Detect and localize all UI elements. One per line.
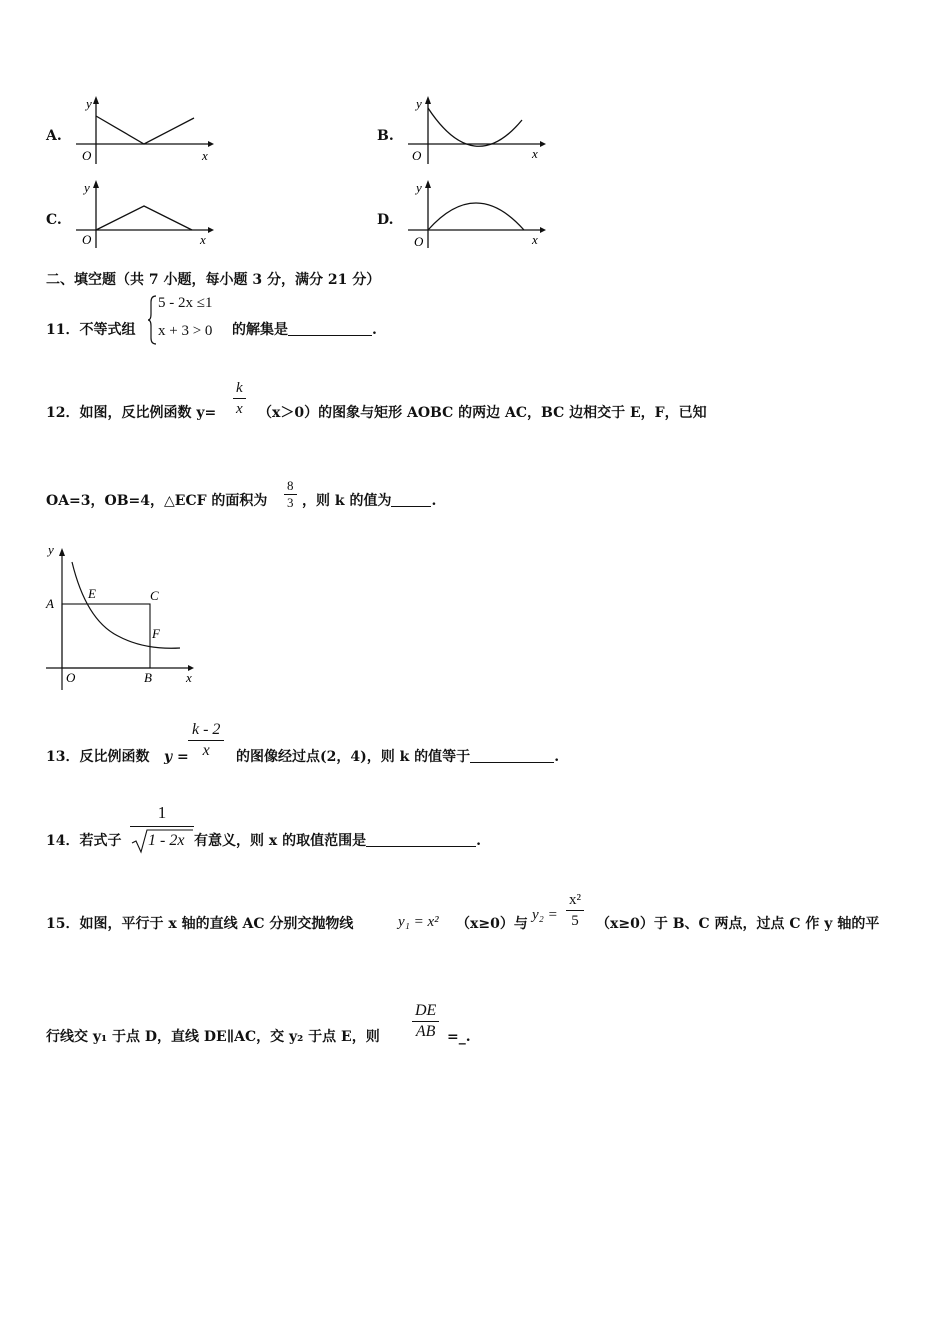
- fig-y-label: y: [48, 542, 54, 557]
- option-b-graph: [404, 94, 546, 170]
- origin-label: O: [82, 148, 92, 163]
- fig-e-label: E: [88, 586, 96, 601]
- q15-y1: y₁ = x²: [398, 914, 439, 930]
- x-axis-label: x: [200, 232, 206, 247]
- q11-brace: [147, 294, 157, 350]
- fig-c-label: C: [150, 588, 159, 603]
- q15-cond1: （x≥0）与: [456, 916, 528, 932]
- q13-text: [236, 748, 559, 766]
- q14-text: [194, 832, 481, 850]
- q11-inequality-1: 5 - 2x ≤1: [158, 295, 213, 311]
- q13-suffix: 的图像经过点(2，4)，则 k 的值等于: [236, 749, 471, 765]
- y-axis-label: y: [416, 96, 422, 111]
- q14-prefix: 14．若式子: [46, 833, 122, 849]
- fig-b-label: B: [144, 670, 152, 685]
- option-b-label: B.: [377, 128, 394, 144]
- q14-radicand: 1 - 2x: [148, 832, 185, 849]
- q15-line2-suffix: =_.: [447, 1029, 471, 1045]
- q13-blank: [470, 748, 554, 763]
- q11-number: 11．不等式组: [46, 322, 136, 338]
- q12-line2-prefix: OA=3，OB=4，△ECF 的面积为: [46, 493, 268, 509]
- q15-ratio-num: DE: [415, 1002, 437, 1019]
- q15-y2: y₂ =: [532, 907, 558, 923]
- option-a-label: A.: [46, 128, 62, 144]
- option-a-graph: [72, 94, 214, 170]
- q15-cond2: （x≥0）于 B、C 两点，过点 C 作 y 轴的平: [596, 916, 880, 932]
- q13-end: .: [554, 749, 560, 765]
- origin-label: O: [414, 234, 424, 249]
- x-axis-label: x: [532, 146, 538, 161]
- q15-y2-den: 5: [566, 910, 584, 931]
- q12-frac-num: k: [236, 380, 243, 396]
- q12-blank: [391, 492, 431, 507]
- x-axis-label: x: [532, 232, 538, 247]
- fig-o-label: O: [66, 670, 76, 685]
- q12-end: .: [431, 493, 437, 509]
- y-axis-label: y: [84, 180, 90, 195]
- q14-suffix: 有意义，则 x 的取值范围是: [194, 833, 367, 849]
- q15-y2-fraction: [566, 890, 584, 931]
- q12-area-num: 8: [287, 478, 294, 493]
- q13-fraction: [188, 720, 224, 761]
- q11-text: [232, 321, 377, 339]
- y-axis-label: y: [416, 180, 422, 195]
- q11-blank: [288, 321, 372, 336]
- section-title: 二、填空题（共 7 小题，每小题 3 分，满分 21 分）: [46, 272, 381, 288]
- q13-frac-den: x: [188, 740, 224, 761]
- q12-area-fraction: [284, 478, 297, 511]
- q13-prefix: 13．反比例函数: [46, 749, 150, 765]
- q11-suffix: 的解集是: [232, 322, 288, 338]
- x-axis-label: x: [202, 148, 208, 163]
- q13-frac-num: k - 2: [192, 721, 221, 738]
- q15-prefix: 15．如图，平行于 x 轴的直线 AC 分别交抛物线: [46, 916, 354, 932]
- origin-label: O: [82, 232, 92, 247]
- q12-fraction: [233, 378, 246, 419]
- q11-end: .: [372, 322, 377, 338]
- q13-y-eq: y =: [164, 749, 189, 765]
- origin-label: O: [412, 148, 422, 163]
- q14-frac-bar: [130, 826, 194, 827]
- q14-end: .: [476, 833, 481, 849]
- q11-inequality-2: x + 3 > 0: [158, 323, 213, 339]
- q12-area-den: 3: [284, 494, 297, 511]
- q12-suffix: （x＞0）的图象与矩形 AOBC 的两边 AC，BC 边相交于 E，F，已知: [258, 405, 707, 421]
- y-axis-label: y: [86, 96, 92, 111]
- fig-a-label: A: [46, 596, 54, 611]
- fig-f-label: F: [152, 626, 160, 641]
- fig-x-label: x: [186, 670, 192, 685]
- q12-frac-den: x: [233, 398, 246, 419]
- q12-line2-suffix: ，则 k 的值为: [302, 493, 392, 509]
- option-c-graph: [72, 178, 214, 254]
- q12-prefix: 12．如图，反比例函数 y=: [46, 405, 217, 421]
- q14-blank: [366, 832, 476, 847]
- q15-y2-num: x²: [569, 892, 581, 908]
- q15-ratio-fraction: [412, 1001, 439, 1042]
- option-d-label: D.: [377, 212, 394, 228]
- q12-figure: [40, 540, 198, 700]
- option-d-graph: [404, 178, 546, 254]
- q15-ratio-den: AB: [412, 1021, 439, 1042]
- q12-line2-text: [302, 492, 436, 510]
- q14-frac-num: 1: [157, 803, 167, 822]
- option-c-label: C.: [46, 212, 62, 228]
- q15-line2-prefix: 行线交 y₁ 于点 D，直线 DE∥AC，交 y₂ 于点 E，则: [46, 1029, 380, 1045]
